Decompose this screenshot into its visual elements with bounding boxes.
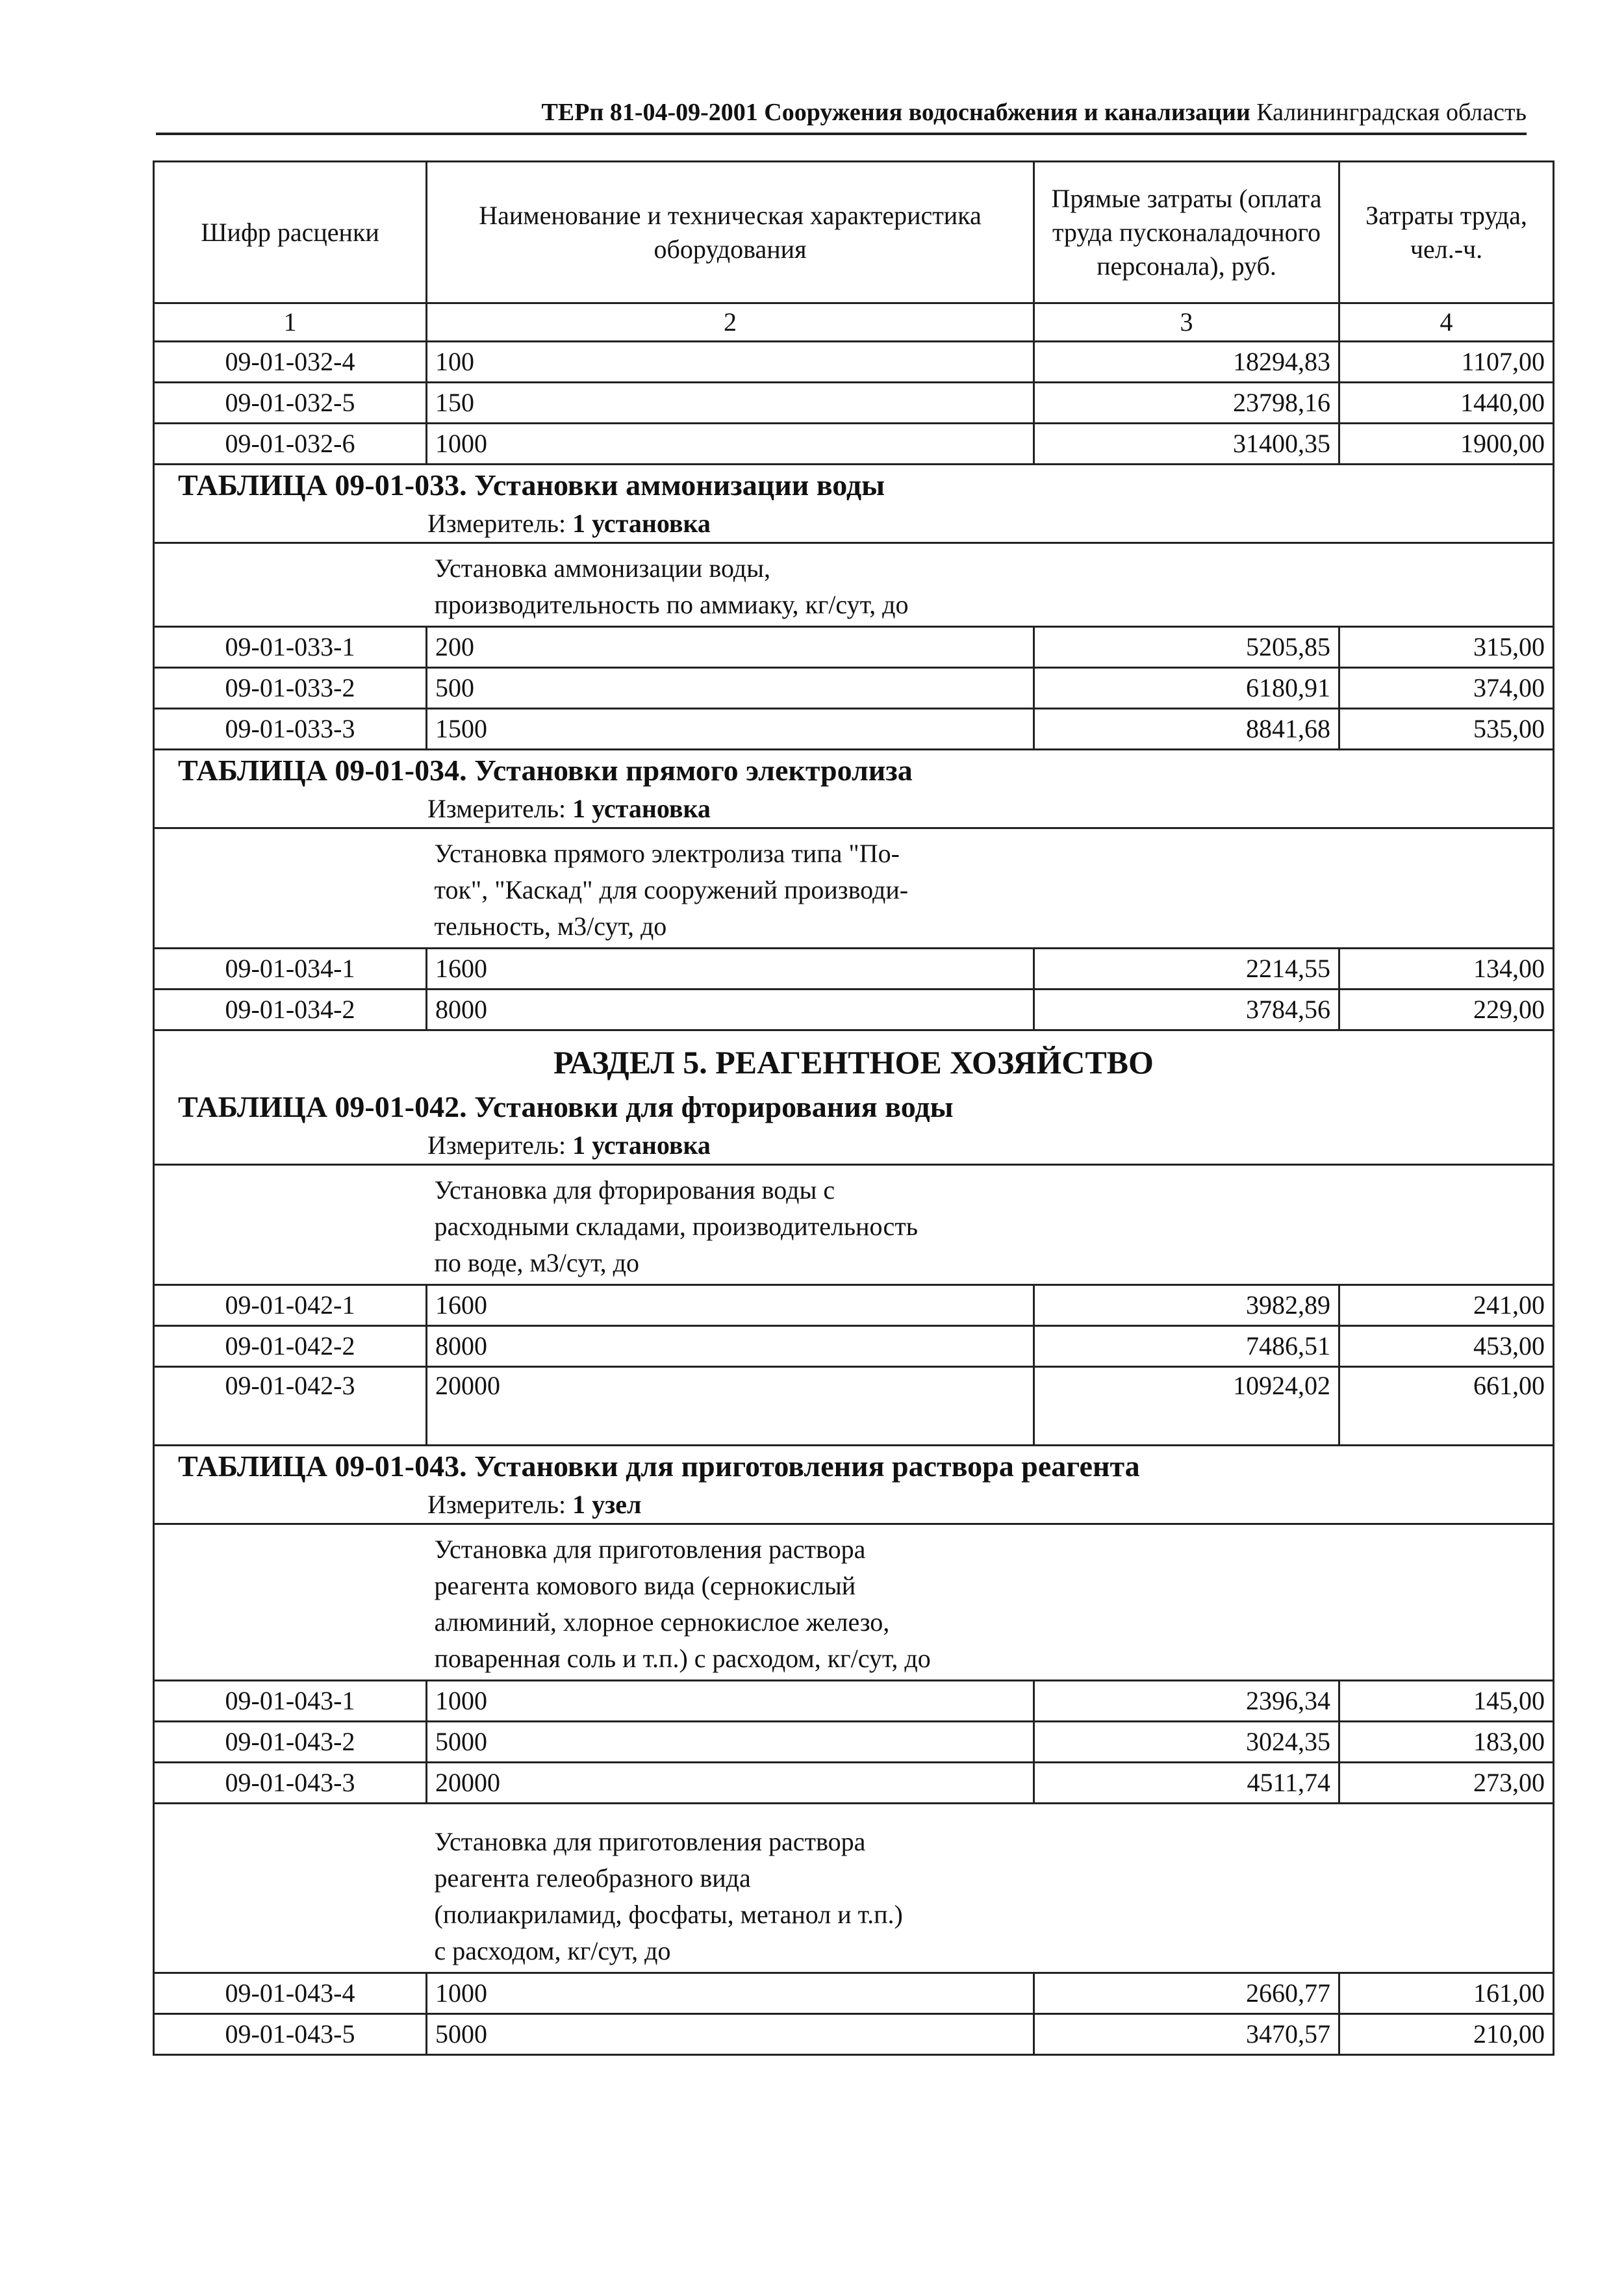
rate-code: 09-01-043-5: [154, 2014, 427, 2055]
unit-of-measure: Измеритель: 1 узел: [427, 1490, 642, 1519]
table-034-heading: [154, 750, 1554, 828]
direct-cost: 2396,34: [1034, 1681, 1339, 1722]
table-row: [154, 1973, 1554, 2014]
direct-cost: 10924,02: [1034, 1367, 1339, 1446]
direct-cost: 5205,85: [1034, 627, 1339, 668]
capacity-value: 200: [427, 627, 1034, 668]
capacity-value: 8000: [427, 990, 1034, 1030]
document-code-title: ТЕРп 81-04-09-2001 Сооружения водоснабжения и канализации: [541, 99, 1250, 126]
rows-043-b: [154, 1973, 1554, 2055]
rate-code: 09-01-033-2: [154, 668, 427, 709]
description-line: поваренная соль и т.п.) с расходом, кг/сут, до: [434, 1644, 931, 1673]
direct-cost: 18294,83: [1034, 342, 1339, 383]
section-5-heading: [154, 1030, 1554, 1165]
direct-cost: 3784,56: [1034, 990, 1339, 1030]
table-033-heading: [154, 465, 1554, 543]
labor-cost: 315,00: [1339, 627, 1554, 668]
column-number: 1: [154, 303, 427, 342]
direct-cost: 8841,68: [1034, 709, 1339, 750]
description-line: производительность по аммиаку, кг/сут, до: [434, 590, 909, 619]
direct-cost: 6180,91: [1034, 668, 1339, 709]
unit-of-measure: Измеритель: 1 установка: [427, 794, 711, 823]
description-line: по воде, м3/сут, до: [434, 1248, 639, 1277]
capacity-value: 1500: [427, 709, 1034, 750]
table-043-description-2: [154, 1804, 1554, 1973]
unit-of-measure: Измеритель: 1 установка: [427, 1131, 711, 1160]
direct-cost: 3024,35: [1034, 1722, 1339, 1763]
column-header-labor: Затраты труда, чел.-ч.: [1339, 162, 1554, 303]
rate-code: 09-01-042-3: [154, 1367, 427, 1446]
table-title: ТАБЛИЦА 09-01-034. Установки прямого электролиза: [178, 754, 913, 787]
table-row: [154, 1722, 1554, 1763]
capacity-value: 500: [427, 668, 1034, 709]
column-header-name: Наименование и техническая характеристика оборудования: [427, 162, 1034, 303]
capacity-value: 8000: [427, 1326, 1034, 1367]
labor-cost: 210,00: [1339, 2014, 1554, 2055]
rate-code: 09-01-042-2: [154, 1326, 427, 1367]
direct-cost: 23798,16: [1034, 383, 1339, 424]
rate-code: 09-01-043-2: [154, 1722, 427, 1763]
capacity-value: 20000: [427, 1367, 1034, 1446]
table-title: ТАБЛИЦА 09-01-043. Установки для приготовления раствора реагента: [178, 1450, 1140, 1483]
column-number: 2: [427, 303, 1034, 342]
rate-code: 09-01-043-3: [154, 1763, 427, 1804]
table-043-heading: [154, 1446, 1554, 1524]
capacity-value: 20000: [427, 1763, 1034, 1804]
description-line: Установка прямого электролиза типа "По-: [434, 839, 900, 868]
rate-code: 09-01-032-6: [154, 424, 427, 465]
description-line: тельность, м3/сут, до: [434, 912, 667, 941]
capacity-value: 1000: [427, 1973, 1034, 2014]
rows-043-a: [154, 1681, 1554, 1804]
labor-cost: 1440,00: [1339, 383, 1554, 424]
rate-code: 09-01-034-2: [154, 990, 427, 1030]
rate-code: 09-01-043-1: [154, 1681, 427, 1722]
table-row: [154, 709, 1554, 750]
equipment-description: [427, 1804, 1554, 1973]
labor-cost: 374,00: [1339, 668, 1554, 709]
labor-cost: 273,00: [1339, 1763, 1554, 1804]
rows-042: [154, 1285, 1554, 1446]
labor-cost: 183,00: [1339, 1722, 1554, 1763]
direct-cost: 2660,77: [1034, 1973, 1339, 2014]
rate-code: 09-01-034-1: [154, 949, 427, 990]
table-row: [154, 1681, 1554, 1722]
equipment-description: [427, 828, 1554, 949]
table-row: [154, 1367, 1554, 1446]
table-row: [154, 1326, 1554, 1367]
table-row: [154, 990, 1554, 1030]
rate-code: 09-01-033-1: [154, 627, 427, 668]
labor-cost: 134,00: [1339, 949, 1554, 990]
direct-cost: 4511,74: [1034, 1763, 1339, 1804]
rate-code: 09-01-033-3: [154, 709, 427, 750]
rows-032: [154, 342, 1554, 465]
labor-cost: 1900,00: [1339, 424, 1554, 465]
description-line: с расходом, кг/сут, до: [434, 1936, 671, 1965]
column-headers: [154, 162, 1554, 303]
table-row: [154, 1285, 1554, 1326]
rate-code: 09-01-032-5: [154, 383, 427, 424]
labor-cost: 145,00: [1339, 1681, 1554, 1722]
capacity-value: 1600: [427, 1285, 1034, 1326]
description-line: Установка аммонизации воды,: [434, 554, 771, 583]
table-title: ТАБЛИЦА 09-01-042. Установки для фторирования воды: [178, 1090, 954, 1123]
page-header: [156, 92, 1527, 135]
table-row: [154, 949, 1554, 990]
table-042-description: [154, 1165, 1554, 1285]
column-header-code: Шифр расценки: [154, 162, 427, 303]
column-number: 3: [1034, 303, 1339, 342]
table-row: [154, 668, 1554, 709]
equipment-description: [427, 1524, 1554, 1681]
column-number: 4: [1339, 303, 1554, 342]
equipment-description: [427, 1165, 1554, 1285]
table-row: [154, 2014, 1554, 2055]
column-header-cost: Прямые затраты (оплата труда пусконаладочного персонала), руб.: [1034, 162, 1339, 303]
description-line: ток", "Каскад" для сооружений производи-: [434, 875, 909, 904]
region-name: Калининградская область: [1256, 99, 1527, 126]
table-034-description: [154, 828, 1554, 949]
description-line: реагента гелеобразного вида: [434, 1863, 751, 1893]
direct-cost: 3982,89: [1034, 1285, 1339, 1326]
rate-code: 09-01-043-4: [154, 1973, 427, 2014]
labor-cost: 1107,00: [1339, 342, 1554, 383]
capacity-value: 1000: [427, 424, 1034, 465]
price-table: [153, 160, 1554, 2056]
table-row: [154, 424, 1554, 465]
direct-cost: 2214,55: [1034, 949, 1339, 990]
direct-cost: 7486,51: [1034, 1326, 1339, 1367]
unit-of-measure: Измеритель: 1 установка: [427, 509, 711, 538]
capacity-value: 150: [427, 383, 1034, 424]
capacity-value: 1600: [427, 949, 1034, 990]
direct-cost: 3470,57: [1034, 2014, 1339, 2055]
table-title: ТАБЛИЦА 09-01-033. Установки аммонизации воды: [178, 468, 885, 502]
description-line: (полиакриламид, фосфаты, метанол и т.п.): [434, 1900, 903, 1929]
table-043-description-1: [154, 1524, 1554, 1681]
labor-cost: 229,00: [1339, 990, 1554, 1030]
labor-cost: 453,00: [1339, 1326, 1554, 1367]
labor-cost: 161,00: [1339, 1973, 1554, 2014]
equipment-description: [427, 543, 1554, 627]
table-row: [154, 383, 1554, 424]
section-title: РАЗДЕЛ 5. РЕАГЕНТНОЕ ХОЗЯЙСТВО: [553, 1044, 1154, 1080]
direct-cost: 31400,35: [1034, 424, 1339, 465]
description-line: расходными складами, производительность: [434, 1212, 919, 1241]
description-line: Установка для приготовления раствора: [434, 1827, 866, 1856]
table-033-description: [154, 543, 1554, 627]
labor-cost: 535,00: [1339, 709, 1554, 750]
table-row: [154, 627, 1554, 668]
table-row: [154, 1763, 1554, 1804]
capacity-value: 5000: [427, 1722, 1034, 1763]
table-row: [154, 342, 1554, 383]
labor-cost: 241,00: [1339, 1285, 1554, 1326]
rate-code: 09-01-042-1: [154, 1285, 427, 1326]
rows-034: [154, 949, 1554, 1030]
description-line: реагента комового вида (сернокислый: [434, 1571, 856, 1600]
capacity-value: 100: [427, 342, 1034, 383]
capacity-value: 5000: [427, 2014, 1034, 2055]
column-numbers: [154, 303, 1554, 342]
description-line: Установка для фторирования воды с: [434, 1175, 835, 1205]
description-line: алюминий, хлорное сернокислое железо,: [434, 1607, 890, 1637]
rate-code: 09-01-032-4: [154, 342, 427, 383]
rows-033: [154, 627, 1554, 750]
labor-cost: 661,00: [1339, 1367, 1554, 1446]
description-line: Установка для приготовления раствора: [434, 1535, 866, 1564]
capacity-value: 1000: [427, 1681, 1034, 1722]
